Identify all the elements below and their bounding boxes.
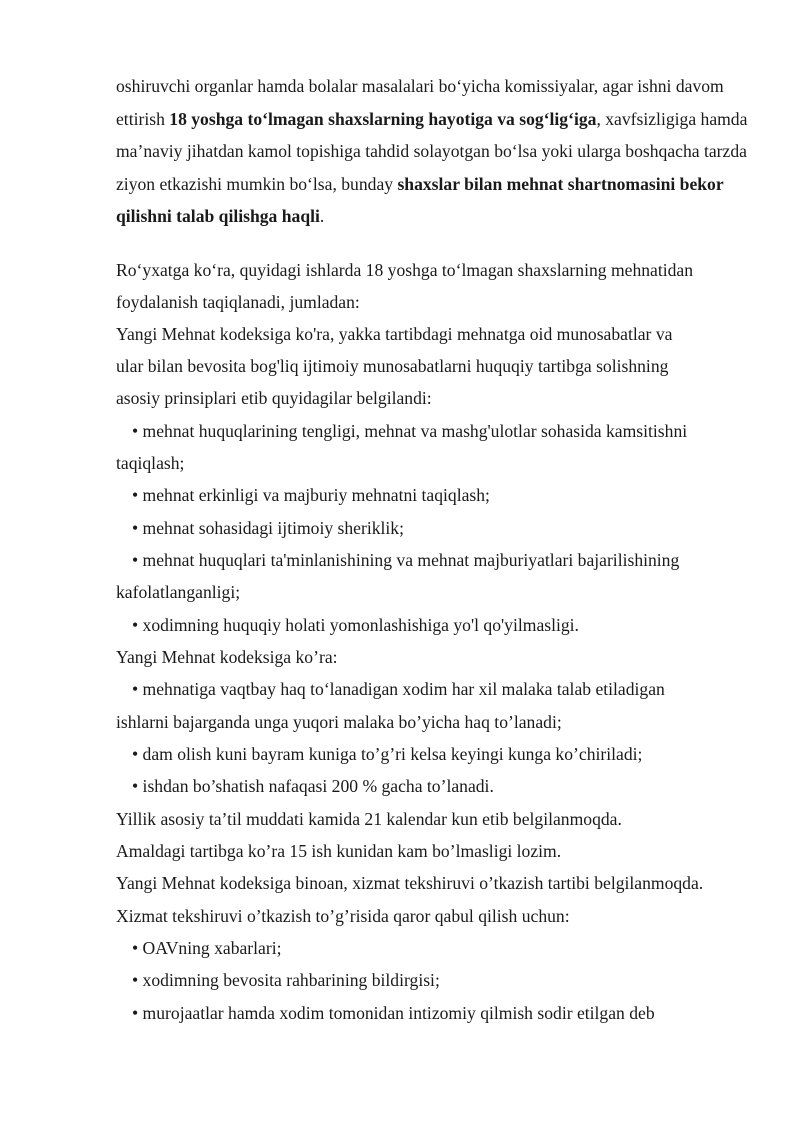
- text-line: Yangi Mehnat kodeksiga ko’ra:: [116, 647, 338, 667]
- bullet-item: • mehnatiga vaqtbay haq to‘lanadigan xodim har xil malaka talab etiladigan: [132, 679, 665, 699]
- text-line: Yillik asosiy ta’til muddati kamida 21 kalendar kun etib belgilanmoqda.: [116, 809, 622, 829]
- text-line: Ro‘yxatga ko‘ra, quyidagi ishlarda 18 yoshga to‘lmagan shaxslarning mehnatidan: [116, 260, 694, 280]
- paragraph-text: .: [319, 206, 325, 226]
- text-line: Amaldagi tartibga ko’ra 15 ish kunidan kam bo’lmasligi lozim.: [116, 841, 562, 861]
- text-line: Yangi Mehnat kodeksiga binoan, xizmat tekshiruvi o’tkazish tartibi belgilanmoqda.: [116, 873, 704, 893]
- bullet-item: • xodimning bevosita rahbarining bildirgisi;: [132, 970, 440, 990]
- text-line: ishlarni bajarganda unga yuqori malaka bo’yicha haq to’lanadi;: [116, 712, 562, 732]
- bullet-item: • murojaatlar hamda xodim tomonidan intizomiy qilmish sodir etilgan deb: [132, 1003, 655, 1023]
- text-line: ular bilan bevosita bog'liq ijtimoiy munosabatlarni huquqiy tartibga solishning: [116, 356, 669, 376]
- bold-phrase-minors-life-health: 18 yoshga to‘lmagan shaxslarning hayotiga va sog‘lig‘iga: [169, 108, 597, 129]
- bullet-item: • xodimning huquqiy holati yomonlashishiga yo'l qo'yilmasligi.: [132, 615, 579, 635]
- text-line: foydalanish taqiqlanadi, jumladan:: [116, 292, 360, 312]
- bullet-item: • mehnat sohasidagi ijtimoiy sheriklik;: [132, 518, 404, 538]
- bullet-item: • OAVning xabarlari;: [132, 938, 282, 958]
- bullet-item: • mehnat huquqlari ta'minlanishining va mehnat majburiyatlari bajarilishining: [132, 550, 680, 570]
- bold-phrase-terminate-contract: shaxslar bilan mehnat shartnomasini bekor qilishni talab qilishga haqli: [116, 173, 724, 226]
- bullet-item: • mehnat erkinligi va majburiy mehnatni taqiqlash;: [132, 485, 490, 505]
- text-line: taqiqlash;: [116, 453, 185, 473]
- paragraph-text: , xavfsizligiga hamda ma’naviy jihatdan kamol topishiga tahdid solayotgan bo‘lsa yoki ularga boshqacha tarzda ziyon etkazishi mumkin bo‘lsa, bunday: [116, 108, 748, 194]
- paragraph-text: oshiruvchi organlar hamda bolalar masalalari bo‘yicha komissiyalar, agar ishni davom ettirish: [116, 76, 724, 129]
- text-line: Yangi Mehnat kodeksiga ko'ra, yakka tartibdagi mehnatga oid munosabatlar va: [116, 324, 673, 344]
- text-line: kafolatlanganligi;: [116, 582, 241, 602]
- bullet-item: • ishdan bo’shatish nafaqasi 200 % gacha to’lanadi.: [132, 776, 494, 796]
- text-line: asosiy prinsiplari etib quyidagilar belgilandi:: [116, 388, 432, 408]
- bullet-item: • mehnat huquqlarining tengligi, mehnat va mashg'ulotlar sohasida kamsitishni: [132, 421, 688, 441]
- text-line: Xizmat tekshiruvi o’tkazish to’g’risida qaror qabul qilish uchun:: [116, 906, 570, 926]
- bullet-item: • dam olish kuni bayram kuniga to’g’ri kelsa keyingi kunga ko’chiriladi;: [132, 744, 643, 764]
- paragraph-commission-rights: [116, 70, 756, 233]
